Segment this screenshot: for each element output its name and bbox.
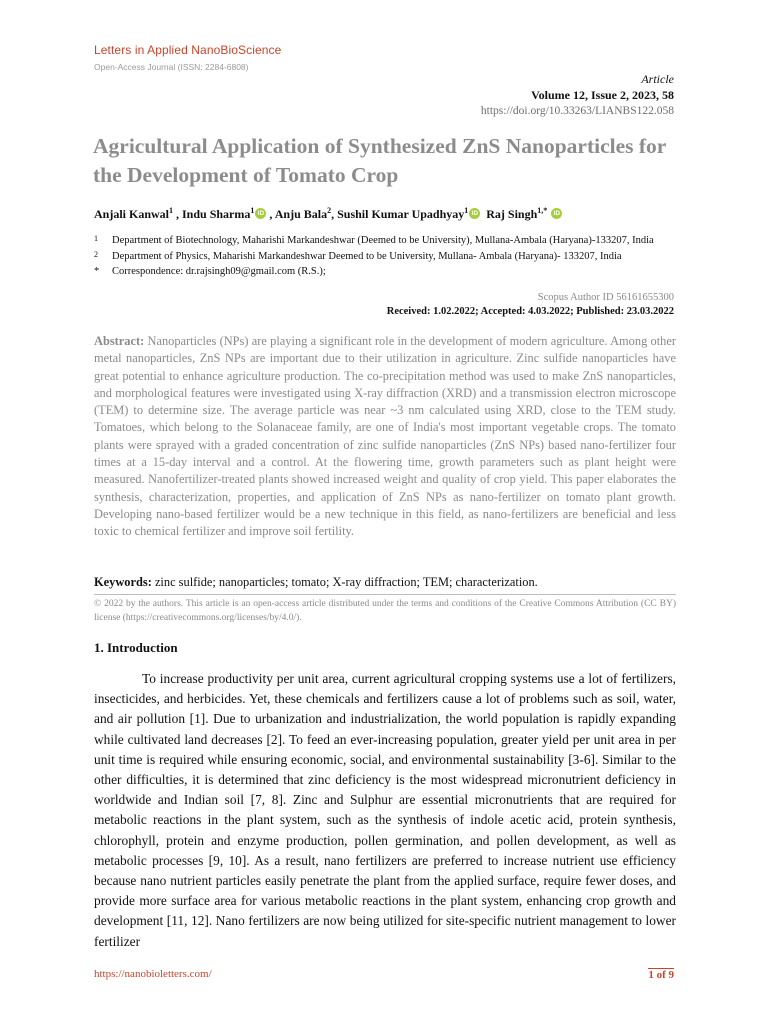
author-affil-sup: 1 bbox=[169, 206, 174, 215]
footer-url[interactable]: https://nanobioletters.com/ bbox=[94, 968, 212, 980]
journal-subtitle: Open-Access Journal (ISSN: 2284-6808) bbox=[94, 62, 249, 72]
keywords bbox=[94, 575, 676, 590]
author-name: Anjali Kanwal bbox=[94, 207, 170, 221]
doi-link[interactable]: https://doi.org/10.33263/LIANBS122.058 bbox=[480, 105, 674, 117]
paper-title: Agricultural Application of Synthesized ZnS Nanoparticles for the Development of Tomato Crop bbox=[93, 134, 666, 187]
author-affil-sup: 1 bbox=[464, 206, 469, 215]
scopus-id: Scopus Author ID 56161655300 bbox=[537, 292, 674, 303]
author-list bbox=[94, 206, 562, 222]
keywords-text: zinc sulfide; nanoparticles; tomato; X-ray diffraction; TEM; characterization. bbox=[154, 575, 538, 589]
affiliation-number: 1 bbox=[94, 234, 98, 243]
keywords-label: Keywords: bbox=[94, 575, 152, 589]
author-separator: , bbox=[331, 207, 338, 221]
author-affil-sup: 1 bbox=[250, 206, 255, 215]
abstract-label: Abstract: bbox=[94, 334, 145, 348]
section-body: To increase productivity per unit area, current agricultural cropping systems use a lot of fertilizers, insecticides, and herbicides. Yet, these chemicals and fertilizers cause a lot of problems such as soil, water, and air pollution [1]. Due to urbanization and industrialization, the world population is rapidly expanding while cultivated land decreases [2]. To feed an ever-increasing population, greater yield per unit area in per unit time is required while ensuring economic, social, and environmental sustainability [3-6]. Similar to the other difficulties, it is determined that zinc deficiency is the most widespread micronutrient deficiency in worldwide and Indian soil [7, 8]. Zinc and Sulphur are essential micronutrients that are required for metabolic reactions in the plant system, such as the synthesis of indole acetic acid, protein synthesis, chlorophyll, protein and enzyme production, pollen germination, and pollen development, as well as metabolic processes [9, 10]. As a result, nano fertilizers are preferred to increase nutrient use efficiency because nano nutrient particles easily penetrate the plant from the applied surface, require fewer doses, and provide more surface area for various metabolic reactions in the plant system, enhancing crop growth and development [11, 12]. Nano fertilizers are now being utilized for site-specific nutrient management to lower fertilizer bbox=[94, 671, 676, 949]
author-affil-sup: 1,* bbox=[537, 206, 548, 215]
affiliation-text: Department of Biotechnology, Maharishi Markandeshwar (Deemed to be University), Mullana-Ambala (Haryana)-133207, India bbox=[112, 235, 654, 246]
section-title: 1. Introduction bbox=[94, 640, 178, 655]
author-separator: , bbox=[266, 207, 275, 221]
author-affil-sup: 2 bbox=[327, 206, 332, 215]
article-type: Article bbox=[641, 72, 674, 86]
author-separator: , bbox=[173, 207, 183, 221]
abstract-text: Nanoparticles (NPs) are playing a significant role in the development of modern agriculture. Among other metal nanoparticles, ZnS NPs are important due to their utilization in agriculture. Zinc sulfide nanoparticles have great potential to enhance agriculture production. The co-precipitation method was used to make ZnS nanoparticles, and morphological features were investigated using X-ray diffraction (XRD) and a transmission electron microscope (TEM) to determine size. The average particle was near ~3 nm calculated using XRD, close to the TEM study. Tomatoes, which belong to the Solanaceae family, are one of India's most important vegetable crops. The tomato plants were sprayed with a graded concentration of zinc sulfide nanoparticles (ZnS NPs) based nano-fertilizer four times at a 15-day interval and a control. At the flowering time, growth parameters such as plant height were measured. Nanofertilizer-treated plants showed increased weight and quality of crop yield. This paper elaborates the synthesis, characterization, properties, and application of ZnS NPs as nano-fertilizer on tomato plant growth. Developing nano-based fertilizer would be a new technique in this field, as nano-fertilizers are beneficial and less toxic to chemical fertilizer and improve soil fertility. bbox=[94, 334, 676, 539]
license-notice: © 2022 by the authors. This article is an open-access article distributed under the terms and conditions of the Creative Commons Attribution (CC BY) license (https://creativecommons.org/licenses/by/4.0/). bbox=[94, 594, 676, 625]
author-name: Indu Sharma bbox=[182, 207, 251, 221]
orcid-icon[interactable]: iD bbox=[469, 208, 480, 219]
correspondence-marker: * bbox=[94, 266, 100, 277]
orcid-icon[interactable]: iD bbox=[551, 208, 562, 219]
affiliation-item bbox=[94, 234, 676, 248]
correspondence-text[interactable]: Correspondence: dr.rajsingh09@gmail.com (R.S.); bbox=[112, 266, 326, 277]
author-name: Anju Bala bbox=[274, 207, 328, 221]
page-number: 1 of 9 bbox=[648, 969, 674, 981]
affiliations bbox=[94, 234, 676, 281]
publication-dates: Received: 1.02.2022; Accepted: 4.03.2022; Published: 23.03.2022 bbox=[386, 306, 674, 317]
correspondence bbox=[94, 265, 676, 279]
affiliation-item bbox=[94, 250, 676, 264]
orcid-icon[interactable]: iD bbox=[255, 208, 266, 219]
journal-name: Letters in Applied NanoBioScience bbox=[94, 43, 282, 57]
volume-info: Volume 12, Issue 2, 2023, 58 bbox=[531, 88, 674, 102]
abstract bbox=[94, 333, 676, 541]
affiliation-number: 2 bbox=[94, 249, 98, 259]
affiliation-text: Department of Physics, Maharishi Markandeshwar Deemed to be University, Mullana- Ambala (Haryana)- 133207, India bbox=[112, 250, 622, 262]
author-name: Raj Singh bbox=[486, 207, 538, 221]
author-name: Sushil Kumar Upadhyay bbox=[337, 207, 465, 221]
